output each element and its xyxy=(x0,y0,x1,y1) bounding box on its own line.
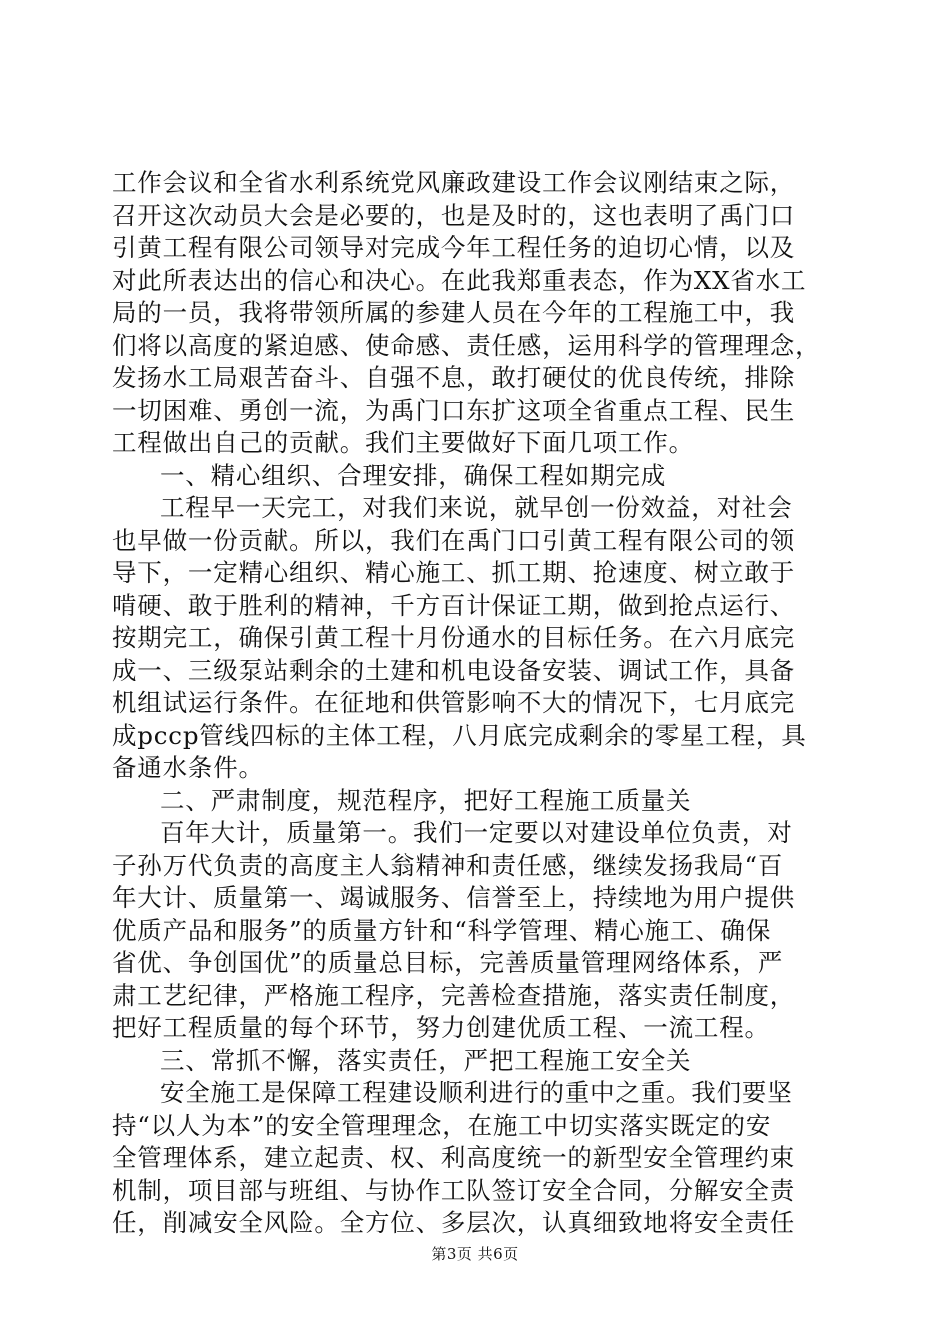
paragraph xyxy=(112,1077,852,1240)
heading-line: 三、常抓不懈，落实责任，严把工程施工安全关 xyxy=(160,1045,692,1075)
text-line: 安全施工是保障工程建设顺利进行的重中之重。我们要坚 xyxy=(160,1078,793,1107)
text-line: 局的一员，我将带领所属的参建人员在今年的工程施工中，我 xyxy=(112,298,796,327)
text-line: 工程做出自己的贡献。我们主要做好下面几项工作。 xyxy=(112,428,694,457)
paragraph xyxy=(112,492,852,785)
section-heading xyxy=(112,785,852,818)
text-line: 导下，一定精心组织、精心施工、抓工期、抢速度、树立敢于 xyxy=(112,558,796,587)
text-line: 发扬水工局艰苦奋斗、自强不息，敢打硬仗的优良传统，排除 xyxy=(112,363,796,392)
text-line: 机组试运行条件。在征地和供管影响不大的情况下，七月底完 xyxy=(112,688,796,717)
text-line: 成pccp管线四标的主体工程，八月底完成剩余的零星工程，具 xyxy=(112,720,807,750)
text-line: 子孙万代负责的高度主人翁精神和责任感，继续发扬我局“百 xyxy=(112,850,784,880)
text-line: 省优、争创国优”的质量总目标，完善质量管理网络体系，严 xyxy=(112,948,784,977)
text-line: 全管理体系，建立起责、权、利高度统一的新型安全管理约束 xyxy=(112,1143,796,1172)
paragraph xyxy=(112,167,852,460)
text-line: 一切困难、勇创一流，为禹门口东扩这项全省重点工程、民生 xyxy=(112,395,796,425)
text-line: 持“以人为本”的安全管理理念，在施工中切实落实既定的安 xyxy=(112,1110,772,1140)
text-line: 召开这次动员大会是必要的，也是及时的，这也表明了禹门口 xyxy=(112,200,796,230)
text-line: 把好工程质量的每个环节，努力创建优质工程、一流工程。 xyxy=(112,1013,770,1042)
section-heading xyxy=(112,460,852,493)
document-body xyxy=(112,167,852,1240)
text-line: 年大计、质量第一、竭诚服务、信誉至上，持续地为用户提供 xyxy=(112,883,796,912)
text-line: 按期完工，确保引黄工程十月份通水的目标任务。在六月底完 xyxy=(112,623,796,652)
text-line: 任，削减安全风险。全方位、多层次，认真细致地将安全责任 xyxy=(112,1208,796,1237)
text-line: 们将以高度的紧迫感、使命感、责任感，运用科学的管理理念， xyxy=(112,330,821,360)
text-line: 引黄工程有限公司领导对完成今年工程任务的迫切心情，以及 xyxy=(112,233,796,262)
section-heading xyxy=(112,1045,852,1078)
text-line: 工程早一天完工，对我们来说，就早创一份效益，对社会 xyxy=(160,493,793,522)
text-line: 啃硬、敢于胜利的精神，千方百计保证工期，做到抢点运行、 xyxy=(112,590,796,620)
text-line: 优质产品和服务”的质量方针和“科学管理、精心施工、确保 xyxy=(112,915,772,945)
text-line: 机制，项目部与班组、与协作工队签订安全合同，分解安全责 xyxy=(112,1175,796,1205)
text-line: 工作会议和全省水利系统党风廉政建设工作会议刚结束之际， xyxy=(112,168,796,197)
paragraph xyxy=(112,817,852,1045)
heading-line: 一、精心组织、合理安排，确保工程如期完成 xyxy=(160,460,666,490)
heading-line: 二、严肃制度，规范程序，把好工程施工质量关 xyxy=(160,785,692,815)
text-line: 肃工艺纪律，严格施工程序，完善检查措施，落实责任制度， xyxy=(112,980,796,1010)
text-line: 百年大计，质量第一。我们一定要以对建设单位负责，对 xyxy=(160,818,793,847)
text-line: 也早做一份贡献。所以，我们在禹门口引黄工程有限公司的领 xyxy=(112,525,796,555)
text-line: 备通水条件。 xyxy=(112,753,264,782)
text-line: 成一、三级泵站剩余的土建和机电设备安装、调试工作，具备 xyxy=(112,655,796,685)
text-line: 对此所表达出的信心和决心。在此我郑重表态，作为XX省水工 xyxy=(112,265,807,295)
page-footer: 第3页 共6页 xyxy=(431,1245,519,1263)
